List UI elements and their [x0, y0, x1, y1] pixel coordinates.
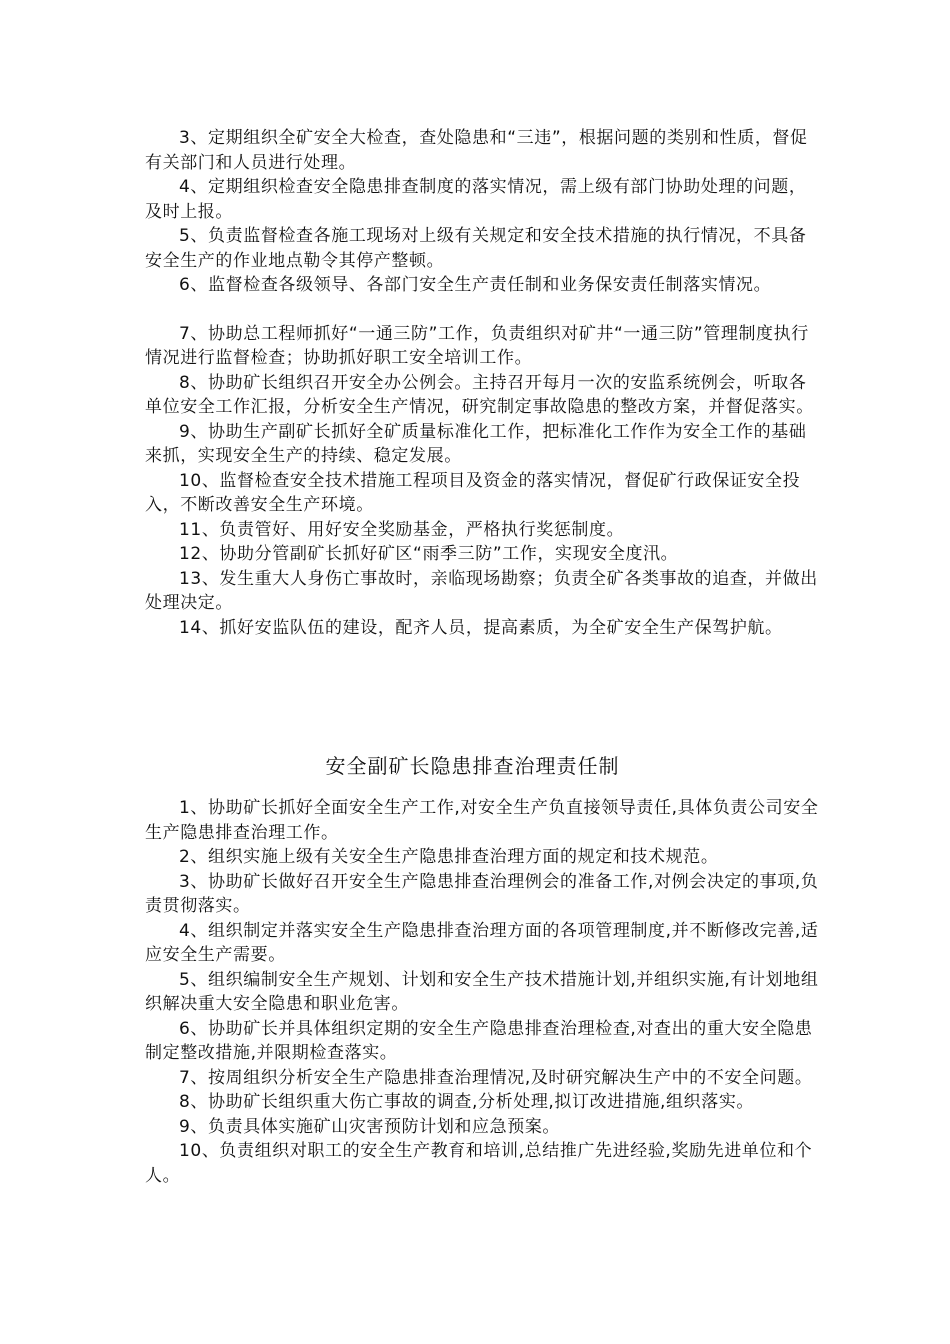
duty-item-6: 6、协助矿长并具体组织定期的安全生产隐患排查治理检查,对查出的重大安全隐患制定整改措施,并限期检查落实。 — [145, 1018, 813, 1063]
duty-item-7: 7、按周组织分析安全生产隐患排查治理情况,及时研究解决生产中的不安全问题。 — [179, 1067, 813, 1088]
paragraph-item-13: 13、发生重大人身伤亡事故时，亲临现场勘察；负责全矿各类事故的追查，并做出处理决定。 — [145, 568, 818, 613]
paragraph-item-6: 6、监督检查各级领导、各部门安全生产责任制和业务保安责任制落实情况。 — [179, 275, 772, 295]
paragraph-item-12: 12、协助分管副矿长抓好矿区“雨季三防”工作，实现安全度汛。 — [179, 544, 679, 564]
paragraph-item-4: 4、定期组织检查安全隐患排查制度的落实情况，需上级有部门协助处理的问题，及时上报。 — [145, 177, 807, 222]
paragraph-item-9: 9、协助生产副矿长抓好全矿质量标准化工作，把标准化工作作为安全工作的基础来抓，实现安全生产的持续、稳定发展。 — [145, 421, 807, 466]
paragraph-item-8: 8、协助矿长组织召开安全办公例会。主持召开每月一次的安监系统例会，听取各单位安全工作汇报，分析安全生产情况，研究制定事故隐患的整改方案，并督促落实。 — [145, 372, 814, 417]
paragraph-item-10: 10、监督检查安全技术措施工程项目及资金的落实情况，督促矿行政保证安全投入，不断改善安全生产环境。 — [145, 470, 801, 515]
duty-item-5: 5、组织编制安全生产规划、计划和安全生产技术措施计划,并组织实施,有计划地组织解决重大安全隐患和职业危害。 — [145, 969, 819, 1014]
duty-item-3: 3、协助矿长做好召开安全生产隐患排查治理例会的准备工作,对例会决定的事项,负责贯彻落实。 — [145, 871, 819, 916]
duty-item-4: 4、组织制定并落实安全生产隐患排查治理方面的各项管理制度,并不断修改完善,适应安全生产需要。 — [145, 920, 819, 965]
responsibility-list-continued — [145, 126, 820, 640]
paragraph-item-5: 5、负责监督检查各施工现场对上级有关规定和安全技术措施的执行情况，不具备安全生产的作业地点勒令其停产整顿。 — [145, 226, 807, 271]
paragraph-gap — [145, 298, 820, 322]
duty-item-1: 1、协助矿长抓好全面安全生产工作,对安全生产负直接领导责任,具体负责公司安全生产隐患排查治理工作。 — [145, 798, 819, 843]
paragraph-item-14: 14、抓好安监队伍的建设，配齐人员，提高素质，为全矿安全生产保驾护航。 — [179, 617, 783, 638]
duty-item-8: 8、协助矿长组织重大伤亡事故的调查,分析处理,拟订改进措施,组织落实。 — [179, 1092, 755, 1112]
paragraph-item-3: 3、定期组织全矿安全大检查，查处隐患和“三违”，根据问题的类别和性质，督促有关部门和人员进行处理。 — [145, 128, 808, 173]
paragraph-item-7: 7、协助总工程师抓好“一通三防”工作，负责组织对矿井“一通三防”管理制度执行情况进行监督检查；协助抓好职工安全培训工作。 — [145, 323, 809, 368]
duty-item-9: 9、负责具体实施矿山灾害预防计划和应急预案。 — [179, 1116, 561, 1137]
duty-item-2: 2、组织实施上级有关安全生产隐患排查治理方面的规定和技术规范。 — [179, 847, 719, 867]
hazard-responsibility-section — [145, 752, 820, 1188]
duty-item-10: 10、负责组织对职工的安全生产教育和培训,总结推广先进经验,奖励先进单位和个人。 — [145, 1141, 813, 1186]
paragraph-item-11: 11、负责管好、用好安全奖励基金，严格执行奖惩制度。 — [179, 519, 625, 540]
section-title: 安全副矿长隐患排查治理责任制 — [325, 754, 620, 778]
